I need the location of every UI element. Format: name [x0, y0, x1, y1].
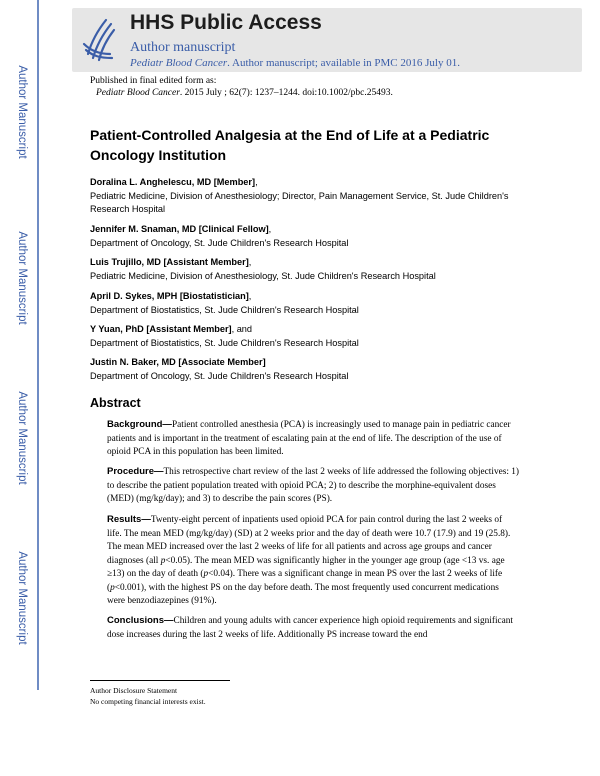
disclosure-heading: Author Disclosure Statement — [90, 686, 178, 695]
article-title: Patient-Controlled Analgesia at the End of Life at a Pediatric Oncology Institution — [90, 127, 490, 163]
abstract-background: Background—Patient controlled anesthesia (PCA) is increasingly used to manage pain in pediatric cancer patients and is important in the treatment of escalating pain at the end of life. The description of the use of opioid PCA in this population has been limited. — [107, 419, 511, 457]
header-citation: Pediatr Blood Cancer. Author manuscript; available in PMC 2016 July 01. — [130, 57, 460, 69]
author-entry — [90, 356, 530, 383]
published-in-label: Published in final edited form as: — [90, 76, 217, 86]
author-name: April D. Sykes, MPH [Biostatistician] — [90, 291, 249, 301]
sidebar-divider — [37, 0, 39, 690]
author-manuscript-label: Author manuscript — [130, 40, 236, 55]
sidebar: Author Manuscript Author Manuscript Author Manuscript Author Manuscript — [0, 0, 44, 690]
author-entry: Doralina L. Anghelescu, MD [Member], Pediatric Medicine, Division of Anesthesiology; Director, Pain Management Service, St. Jude Children's Research Hospital — [90, 177, 509, 214]
publication-citation: Pediatr Blood Cancer. 2015 July ; 62(7): 1237–1244. doi:10.1002/pbc.25493. — [96, 88, 393, 98]
footnote-divider — [90, 680, 230, 681]
hhs-eagle-logo-icon — [78, 14, 118, 66]
author-entry: Y Yuan, PhD [Assistant Member], and Department of Biostatistics, St. Jude Children's Research Hospital — [90, 324, 359, 348]
author-name: Jennifer M. Snaman, MD [Clinical Fellow] — [90, 224, 269, 234]
author-affiliation: Department of Oncology, St. Jude Children's Research Hospital — [90, 237, 349, 248]
author-affiliation: Pediatric Medicine, Division of Anesthesiology, St. Jude Children's Research Hospital — [90, 270, 436, 281]
author-entry: April D. Sykes, MPH [Biostatistician], Department of Biostatistics, St. Jude Children's Research Hospital — [90, 291, 359, 315]
hhs-title: HHS Public Access — [130, 11, 322, 34]
author-name: Doralina L. Anghelescu, MD [Member] — [90, 177, 256, 187]
abstract-results: Results—Twenty-eight percent of inpatients used opioid PCA for pain control during the last 2 weeks of life. The mean MED (mg/kg/day) (SD) at 2 weeks prior and the day of death were 10.7 (17.9) and 19 (25.8). The mean MED increased over the last 2 weeks of life for all patients and across age groups and cancer diagnoses (all p<0.05). The mean MED was significantly higher in the younger age group (age <13 vs. age ≥13) on the day of death (p<0.04). There was a significant change in mean PS over the last 2 weeks of life (p<0.001), with the highest PS on the day before death. The most frequently used concurrent medications were benzodiazepines (91%). — [107, 514, 511, 606]
author-entry: Luis Trujillo, MD [Assistant Member], Pediatric Medicine, Division of Anesthesiology, St. Jude Children's Research Hospital — [90, 257, 436, 281]
author-name: Y Yuan, PhD [Assistant Member] — [90, 324, 232, 334]
author-entry: Jennifer M. Snaman, MD [Clinical Fellow], Department of Oncology, St. Jude Children's Research Hospital — [90, 224, 349, 248]
abstract-conclusions: Conclusions—Children and young adults with cancer experience high opioid requirements and significant dose increases during the last 2 weeks of life. Additionally PS increase toward the end — [107, 615, 514, 640]
author-name: Justin N. Baker, MD [Associate Member] — [90, 357, 266, 367]
author-affiliation: Department of Biostatistics, St. Jude Children's Research Hospital — [90, 337, 359, 348]
author-affiliation: Department of Biostatistics, St. Jude Children's Research Hospital — [90, 304, 359, 315]
abstract-heading: Abstract — [90, 396, 141, 410]
author-affiliation: Department of Oncology, St. Jude Children's Research Hospital — [90, 370, 349, 381]
author-affiliation: Pediatric Medicine, Division of Anesthesiology; Director, Pain Management Service, St. Jude Children's Research Hospital — [90, 190, 509, 214]
author-name: Luis Trujillo, MD [Assistant Member] — [90, 257, 249, 267]
disclosure-text: No competing financial interests exist. — [90, 697, 206, 706]
abstract-procedure: Procedure—This retrospective chart review of the last 2 weeks of life addressed the following objectives: 1) to describe the patient population treated with opioid PCA; 2) to describe the morphine-equivalent doses (MED) (mg/kg/day); and 3) to describe the pain scores (PS). — [107, 466, 519, 504]
